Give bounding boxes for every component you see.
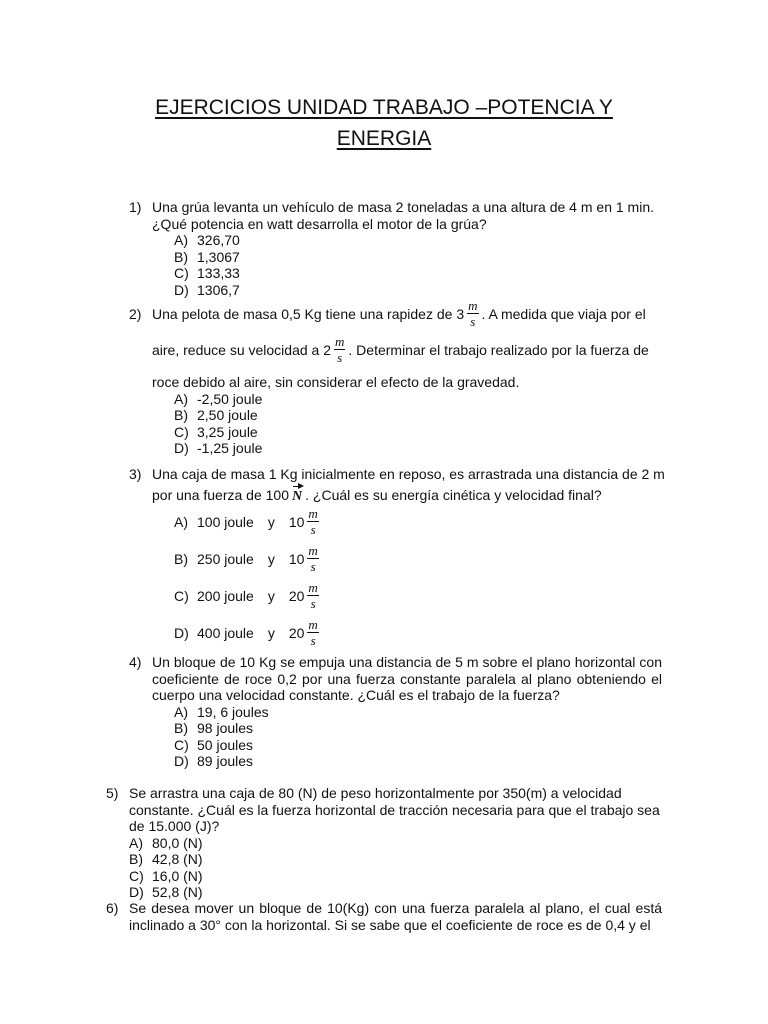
question-stem: Una grúa levanta un vehículo de masa 2 toneladas a una altura de 4 m en 1 min. ¿Qué potencia en watt desarrolla el motor de la grúa? (152, 199, 654, 232)
question-stem: Una caja de masa 1 Kg inicialmente en reposo, es arrastrada una distancia de 2 m por una fuerza de 100 N . ¿Cuál es su energía cinética y velocidad final? (152, 466, 665, 504)
title-line-1: EJERCICIOS UNIDAD TRABAJO –POTENCIA Y (155, 96, 613, 119)
options-list (129, 835, 662, 901)
option-c: C) 3,25 joule (174, 423, 258, 440)
question-number: 5) (106, 785, 119, 801)
option-b: B) 98 joules (174, 720, 254, 736)
question-number: 3) (129, 466, 142, 482)
option-a: A) 100 joule y 10 $\frac{m}{s}$ (174, 506, 318, 537)
title-line-2: ENERGIA (336, 127, 432, 150)
question-stem: Un bloque de 10 Kg se empuja una distancia de 5 m sobre el plano horizontal con coeficiente de roce 0,2 por una fuerza constante paralela al plano obteniendo el cuerpo una velocidad constante. ¿Cuál es el trabajo de la fuerza? (152, 654, 662, 703)
question-number: 2) (129, 306, 142, 322)
option-a: A) 326,70 (174, 232, 240, 248)
option-d: D) -1,25 joule (174, 440, 263, 456)
options-list (174, 704, 662, 770)
question-6 (106, 900, 662, 933)
question-stem: Una pelota de masa 0,5 Kg tiene una rapidez de 3 $\frac{m}{s}$ . A medida que viaja por el aire, reduce su velocidad a 2 $\frac{m}{s}$ . Determinar el trabajo realizado por la fuerza de roce debido al aire, sin considerar el efecto de la gravedad. (152, 298, 649, 390)
option-b: B) 2,50 joule (174, 407, 258, 423)
question-number: 4) (129, 654, 142, 670)
option-b: B) 1,3067 (174, 248, 240, 265)
option-b: B) 250 joule y 10 $\frac{m}{s}$ (174, 543, 318, 574)
question-5 (106, 785, 662, 901)
option-d: D) 52,8 (N) (129, 884, 203, 900)
question-number: 6) (106, 900, 119, 916)
question-2 (129, 300, 669, 457)
question-1 (129, 199, 669, 298)
option-d: D) 400 joule y 20 $\frac{m}{s}$ (174, 617, 318, 648)
options-list (174, 232, 669, 298)
option-c: C) 200 joule y 20 $\frac{m}{s}$ (174, 580, 318, 611)
question-stem: Se arrastra una caja de 80 (N) de peso horizontalmente por 350(m) a velocidad constante. ¿Cuál es la fuerza horizontal de tracción necesaria para que el trabajo sea de 15.000 (J)? (129, 785, 660, 834)
fraction-m-s: $\frac{m}{s}$ (468, 298, 478, 329)
option-c: C) 50 joules (174, 736, 254, 753)
option-d: D) 89 joules (174, 753, 254, 769)
question-number: 1) (129, 199, 142, 215)
document-title (100, 92, 668, 154)
question-4 (129, 654, 662, 770)
fraction-m-s: $\frac{m}{s}$ (335, 334, 345, 365)
question-3 (129, 466, 669, 509)
option-a: A) 19, 6 joules (174, 703, 269, 720)
option-c: C) 133,33 (174, 265, 240, 281)
question-stem: Se desea mover un bloque de 10(Kg) con una fuerza paralela al plano, el cual está inclinado a 30° con la horizontal. Si se sabe que el coeficiente de roce es de 0,4 y el (129, 900, 662, 933)
vector-n-symbol: N (292, 483, 302, 506)
option-d: D) 1306,7 (174, 281, 240, 298)
options-list (174, 391, 669, 457)
question-3-options (174, 508, 474, 656)
option-c: C) 16,0 (N) (129, 867, 203, 884)
option-b: B) 42,8 (N) (129, 851, 203, 867)
option-a: A) -2,50 joule (174, 390, 263, 407)
option-a: A) 80,0 (N) (129, 834, 203, 851)
